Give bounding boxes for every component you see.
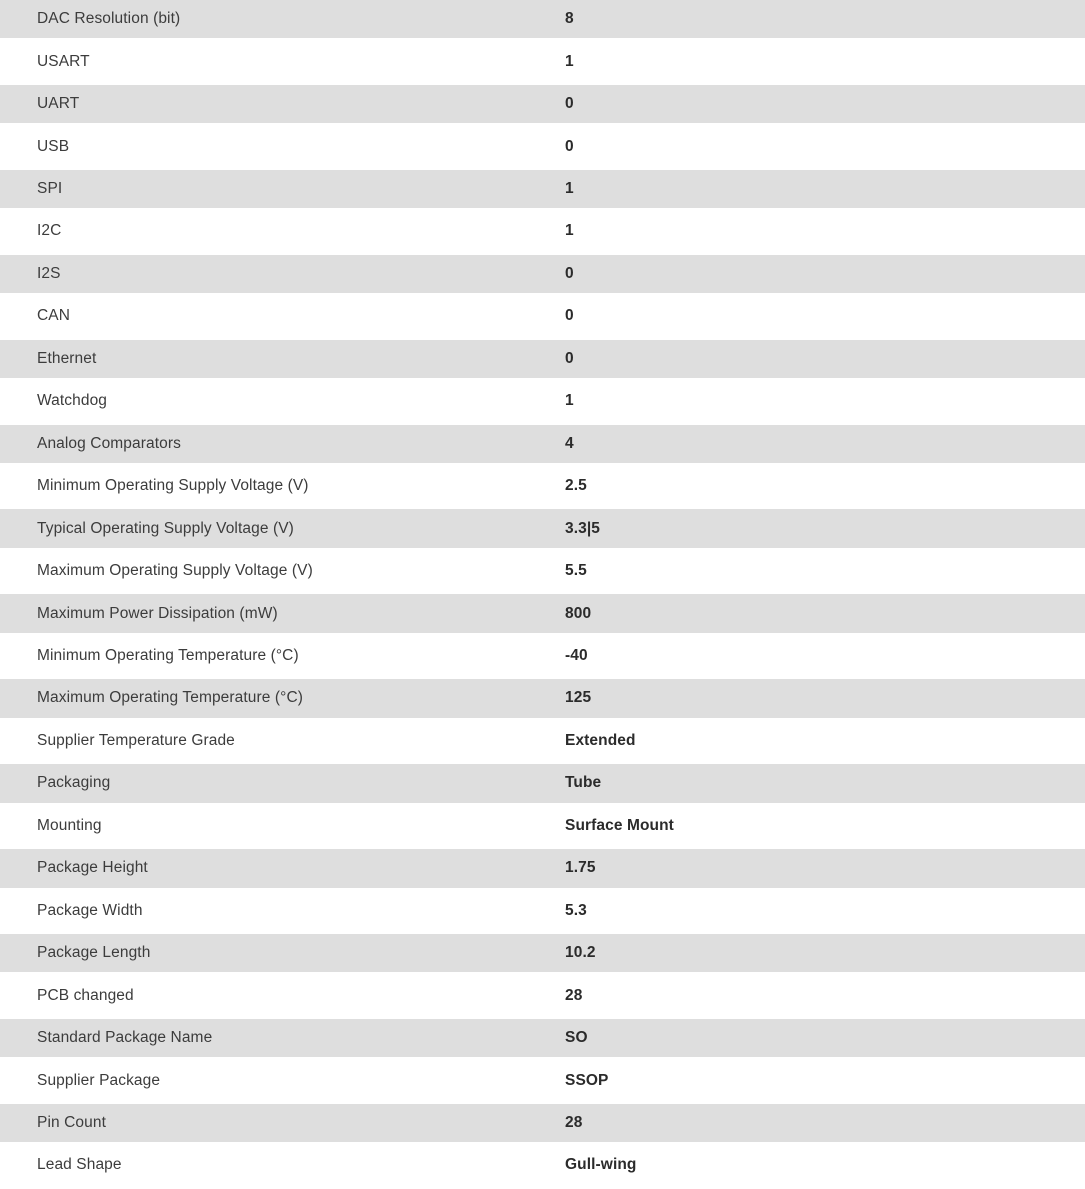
spec-attribute-value: 28 (565, 986, 583, 1004)
spec-row (0, 807, 1085, 849)
spec-row (0, 0, 1085, 42)
spec-attribute-label: Maximum Operating Temperature (°C) (37, 689, 304, 707)
spec-row (0, 764, 1085, 806)
spec-row (0, 679, 1085, 721)
spec-attribute-label: Maximum Operating Supply Voltage (V) (37, 562, 313, 580)
spec-attribute-value: 0 (565, 307, 574, 325)
spec-attribute-value: 28 (565, 1114, 583, 1131)
spec-attribute-label: Minimum Operating Temperature (°C) (37, 647, 299, 665)
spec-attribute-value: 4 (565, 434, 574, 452)
spec-attribute-label: DAC Resolution (bit) (37, 10, 181, 28)
spec-attribute-label: Package Width (37, 901, 143, 919)
spec-attribute-label: Standard Package Name (37, 1029, 213, 1047)
spec-attribute-label: Ethernet (37, 349, 97, 367)
spec-attribute-value: 0 (565, 95, 574, 113)
spec-attribute-value: 1.75 (565, 859, 596, 877)
spec-row (0, 849, 1085, 891)
spec-attribute-value: 0 (565, 264, 574, 282)
spec-row (0, 297, 1085, 339)
spec-attribute-label: CAN (37, 307, 71, 325)
spec-row (0, 425, 1085, 467)
spec-attribute-label: SPI (37, 180, 63, 198)
spec-attribute-value: 1 (565, 392, 574, 410)
spec-row (0, 1061, 1085, 1103)
spec-row (0, 892, 1085, 934)
spec-row (0, 85, 1085, 127)
spec-attribute-label: USB (37, 137, 70, 155)
spec-attribute-value: 5.5 (565, 562, 587, 580)
spec-row (0, 1104, 1085, 1146)
spec-attribute-label: Package Length (37, 944, 151, 962)
spec-attribute-label: Supplier Temperature Grade (37, 731, 235, 749)
spec-row (0, 552, 1085, 594)
spec-row (0, 1019, 1085, 1061)
spec-attribute-label: Packaging (37, 774, 111, 792)
spec-row (0, 42, 1085, 84)
spec-attribute-label: Supplier Package (37, 1071, 161, 1089)
spec-attribute-label: Typical Operating Supply Voltage (V) (37, 519, 294, 537)
spec-attribute-label: Analog Comparators (37, 434, 181, 452)
spec-attribute-value: 2.5 (565, 477, 587, 495)
spec-attribute-label: Watchdog (37, 392, 108, 410)
spec-attribute-label: I2S (37, 264, 61, 282)
spec-attribute-label: Mounting (37, 816, 102, 834)
spec-attribute-label: Minimum Operating Supply Voltage (V) (37, 477, 309, 495)
spec-attribute-label: I2C (37, 222, 62, 240)
spec-attribute-value: -40 (565, 647, 588, 665)
spec-attribute-value: Extended (565, 731, 636, 749)
spec-row (0, 976, 1085, 1018)
spec-row (0, 1146, 1085, 1188)
spec-row (0, 340, 1085, 382)
spec-attribute-value: 8 (565, 10, 574, 28)
spec-row (0, 934, 1085, 976)
spec-attribute-value: 1 (565, 52, 574, 70)
spec-attribute-label: Pin Count (37, 1114, 106, 1131)
spec-attribute-value: SSOP (565, 1071, 609, 1089)
spec-row (0, 637, 1085, 679)
spec-attribute-value: 1 (565, 180, 574, 198)
spec-attribute-value: 1 (565, 222, 574, 240)
spec-attribute-value: 0 (565, 349, 574, 367)
spec-attribute-label: PCB changed (37, 986, 134, 1004)
spec-attribute-value: Gull-wing (565, 1156, 637, 1174)
spec-row (0, 170, 1085, 212)
spec-row (0, 255, 1085, 297)
spec-attribute-label: Package Height (37, 859, 148, 877)
spec-attribute-label: UART (37, 95, 80, 113)
spec-attribute-value: 3.3|5 (565, 519, 601, 537)
spec-attribute-value: SO (565, 1029, 588, 1047)
spec-row (0, 467, 1085, 509)
spec-row (0, 722, 1085, 764)
spec-row (0, 594, 1085, 636)
spec-attribute-value: 800 (565, 604, 592, 622)
spec-attribute-value: 10.2 (565, 944, 596, 962)
spec-attribute-value: Tube (565, 774, 602, 792)
spec-attribute-value: Surface Mount (565, 816, 674, 834)
spec-attribute-value: 5.3 (565, 901, 587, 919)
spec-attribute-label: USART (37, 52, 90, 70)
spec-row (0, 212, 1085, 254)
spec-attribute-value: 0 (565, 137, 574, 155)
spec-row (0, 509, 1085, 551)
spec-attribute-label: Lead Shape (37, 1156, 122, 1174)
spec-attribute-label: Maximum Power Dissipation (mW) (37, 604, 278, 622)
spec-row (0, 382, 1085, 424)
spec-attribute-value: 125 (565, 689, 592, 707)
spec-row (0, 127, 1085, 169)
